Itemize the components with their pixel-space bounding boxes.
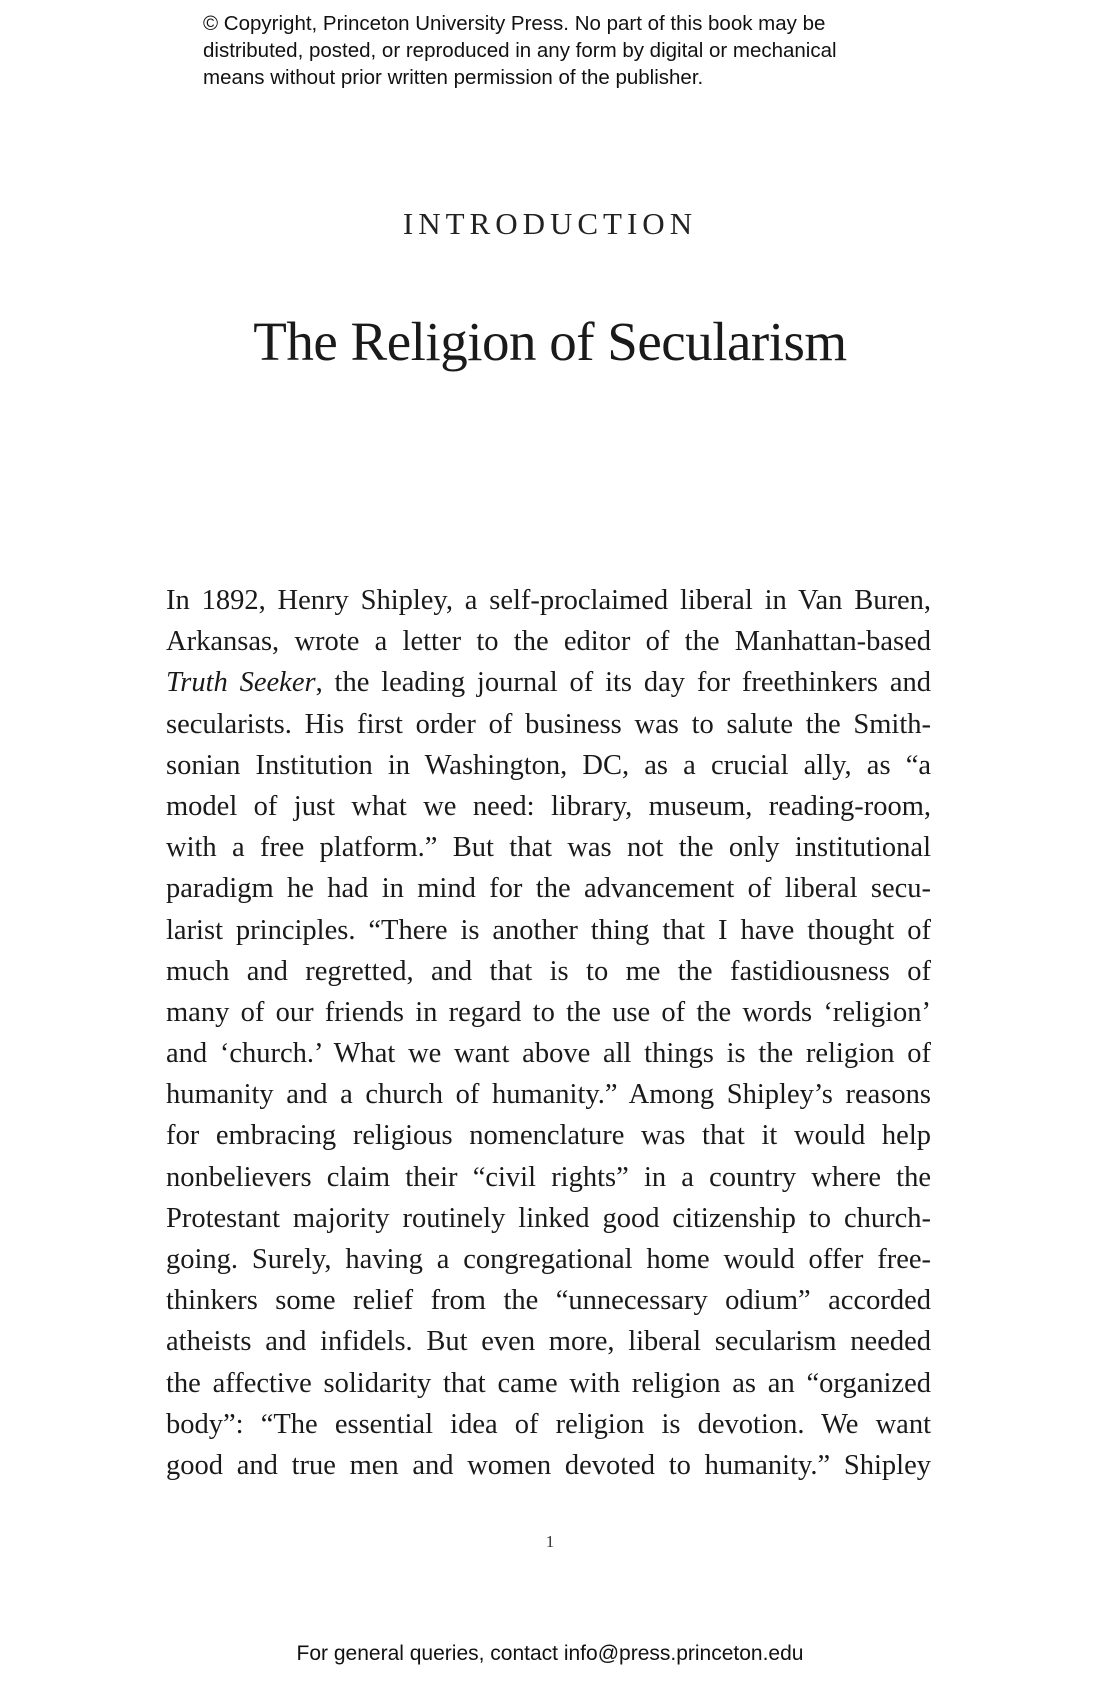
chapter-title: The Religion of Secularism: [253, 311, 847, 372]
copyright-line: © Copyright, Princeton University Press. No part of this book may be: [203, 12, 826, 35]
body-line: humanity and a church of humanity.” Among Shipley’s reasons: [166, 1079, 931, 1111]
copyright-notice: [203, 10, 923, 91]
body-line: sonian Institution in Washington, DC, as a crucial ally, as “a: [166, 749, 931, 781]
body-line: and ‘church.’ What we want above all things is the religion of: [166, 1038, 931, 1070]
body-line: much and regretted, and that is to me the fastidiousness of: [166, 955, 931, 987]
body-line: nonbelievers claim their “civil rights” in a country where the: [166, 1161, 931, 1193]
body-line: with a free platform.” But that was not the only institutional: [166, 832, 931, 864]
body-line: paradigm he had in mind for the advancement of liberal secu-: [166, 873, 931, 905]
copyright-line: distributed, posted, or reproduced in any form by digital or mechanical: [203, 39, 837, 62]
copyright-line: means without prior written permission of the publisher.: [203, 66, 704, 89]
journal-title: Truth Seeker: [166, 667, 316, 699]
contact-footer: For general queries, contact info@press.princeton.edu: [296, 1642, 804, 1665]
body-line: model of just what we need: library, museum, reading-room,: [166, 790, 931, 822]
body-line: atheists and infidels. But even more, liberal secularism needed: [166, 1326, 931, 1358]
body-line: good and true men and women devoted to humanity.” Shipley: [166, 1449, 931, 1481]
body-line-rest: , the leading journal of its day for freethinkers and: [315, 667, 931, 699]
body-paragraph: [166, 580, 931, 1486]
body-line: the affective solidarity that came with religion as an “organized: [166, 1367, 931, 1399]
body-line: In 1892, Henry Shipley, a self-proclaimed liberal in Van Buren,: [166, 585, 931, 616]
chapter-label: INTRODUCTION: [402, 206, 698, 241]
body-line: body”: “The essential idea of religion is devotion. We want: [166, 1408, 931, 1440]
page-number: 1: [545, 1532, 555, 1551]
body-line: going. Surely, having a congregational home would offer free-: [166, 1244, 931, 1275]
body-line: Arkansas, wrote a letter to the editor of the Manhattan-based: [166, 626, 931, 658]
body-line: [166, 662, 931, 703]
body-line: for embracing religious nomenclature was that it would help: [166, 1120, 931, 1152]
body-line: secularists. His first order of business was to salute the Smith-: [166, 708, 931, 740]
body-line: larist principles. “There is another thing that I have thought of: [166, 914, 931, 946]
body-line: thinkers some relief from the “unnecessary odium” accorded: [166, 1285, 931, 1317]
body-line: Protestant majority routinely linked good citizenship to church-: [166, 1202, 931, 1234]
body-line: many of our friends in regard to the use of the words ‘religion’: [166, 996, 931, 1028]
